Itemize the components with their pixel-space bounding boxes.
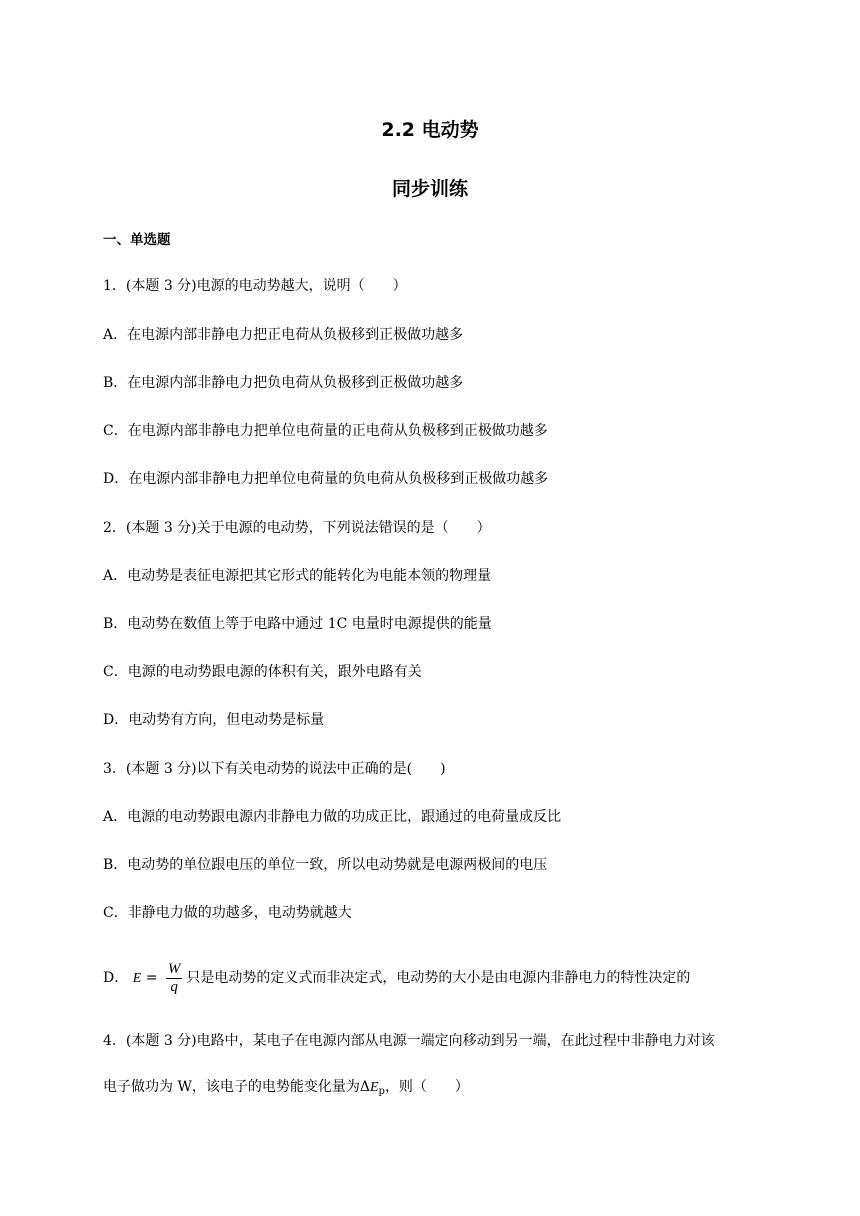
energy-variable: E: [369, 1080, 379, 1095]
question-1-option-b: B．在电源内部非静电力把负电荷从负极移到正极做功越多: [103, 375, 464, 391]
question-2-option-d: D．电动势有方向，但电动势是标量: [103, 712, 325, 728]
fraction-denominator: q: [170, 978, 178, 995]
question-2-option-a: A．电动势是表征电源把其它形式的能转化为电能本领的物理量: [103, 568, 492, 584]
question-3-stem: 3．(本题 3 分)以下有关电动势的说法中正确的是( ): [103, 761, 446, 777]
question-2-option-c: C．电源的电动势跟电源的体积有关，跟外电路有关: [103, 664, 422, 680]
question-3-option-c: C．非静电力做的功越多，电动势就越大: [103, 905, 352, 921]
document-subtitle: 同步训练: [391, 178, 468, 200]
formula-lhs: E: [132, 971, 142, 986]
question-4-stem-line1: 4．(本题 3 分)电路中，某电子在电源内部从电源一端定向移动到另一端，在此过程中非静电力对该: [103, 1033, 715, 1049]
option-d-text: 只是电动势的定义式而非决定式，电动势的大小是由电源内非静电力的特性决定的: [186, 970, 691, 986]
energy-subscript: p: [378, 1086, 385, 1097]
question-3-option-d: [103, 957, 690, 1000]
formula-equals: =: [141, 970, 162, 986]
fraction-numerator: W: [167, 960, 181, 977]
document-title: 2.2 电动势: [381, 119, 479, 141]
section-heading: 一、单选题: [103, 232, 171, 248]
question-3-option-b: B．电动势的单位跟电压的单位一致，所以电动势就是电源两极间的电压: [103, 857, 548, 873]
question-3-option-a: A．电源的电动势跟电源内非静电力做的功成正比，跟通过的电荷量成反比: [103, 809, 562, 825]
question-1-option-c: C．在电源内部非静电力把单位电荷量的正电荷从负极移到正极做功越多: [103, 423, 548, 439]
question-4-stem-line2: [103, 1078, 469, 1101]
question-4-text: 电子做功为 W，该电子的电势能变化量为: [103, 1079, 360, 1095]
formula-fraction: [166, 961, 183, 996]
question-1-stem: 1．(本题 3 分)电源的电动势越大，说明（ ）: [103, 278, 407, 294]
delta-symbol: Δ: [359, 1079, 370, 1095]
question-2-option-b: B．电动势在数值上等于电路中通过 1C 电量时电源提供的能量: [103, 616, 492, 632]
question-1-option-a: A．在电源内部非静电力把正电荷从负极移到正极做功越多: [103, 327, 464, 343]
question-1-option-d: D．在电源内部非静电力把单位电荷量的负电荷从负极移到正极做功越多: [103, 471, 549, 487]
question-2-stem: 2．(本题 3 分)关于电源的电动势，下列说法错误的是（ ）: [103, 520, 491, 536]
question-4-end: ，则（ ）: [384, 1079, 469, 1095]
option-d-prefix: D．: [103, 970, 129, 986]
